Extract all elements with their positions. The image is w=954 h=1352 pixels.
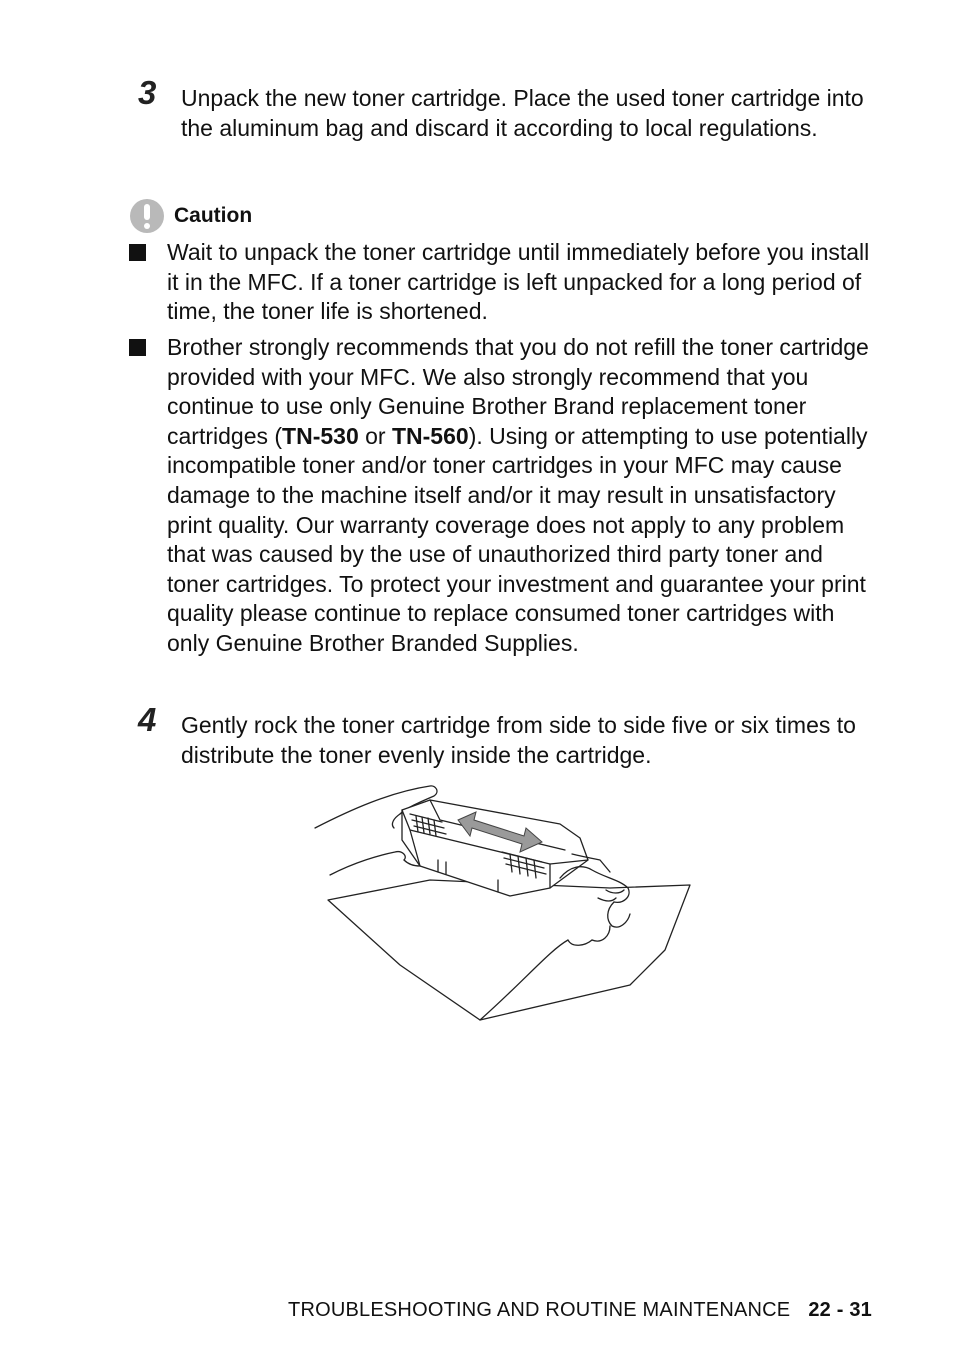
model-number: TN-530 [282, 422, 359, 449]
model-number: TN-560 [391, 422, 469, 449]
exclamation-circle-icon [130, 199, 164, 233]
step-number: 4 [138, 701, 157, 738]
footer-section: TROUBLESHOOTING AND ROUTINE MAINTENANCE [288, 1299, 791, 1321]
square-bullet-icon [129, 339, 146, 356]
step-text: Unpack the new toner cartridge. Place the used toner cartridge into the aluminum bag and discard it according to local regulations. [181, 85, 864, 141]
page-number: 22 - 31 [808, 1299, 872, 1321]
caution-label: Caution [174, 204, 253, 227]
square-bullet-icon [129, 244, 146, 261]
bullet-text-part: ). Using or attempting to use potentially incompatible toner and/or toner cartridges in your MFC may cause damage to the machine itself and/or it may result in unsatisfactory print quality. Our warranty coverage does not apply to any problem that was caused by the use of unauthorized third party toner and toner cartridges. To protect your investment and guarantee your print quality please continue to replace consumed toner cartridges with only Genuine Brother Branded Supplies. [167, 422, 868, 656]
bullet-text: Wait to unpack the toner cartridge until immediately before you install it in the MFC. If a toner cartridge is left unpacked for a long period of time, the toner life is shortened. [167, 239, 870, 325]
bullet-text [167, 333, 873, 659]
step-text: Gently rock the toner cartridge from side to side five or six times to distribute the toner evenly inside the cartridge. [181, 712, 856, 768]
bullet-text-part: or [358, 422, 392, 449]
page-footer [288, 1299, 872, 1322]
hands-rocking-toner-cartridge-illustration [310, 780, 700, 1025]
step-number: 3 [138, 74, 157, 111]
bullet-text-part: Brother strongly recommends that you do not refill the toner cartridge provided with your MFC. We also strongly recommend that you continue to use only Genuine Brother Brand replacement toner cartridges ( [167, 334, 869, 449]
caution-heading [130, 199, 252, 233]
